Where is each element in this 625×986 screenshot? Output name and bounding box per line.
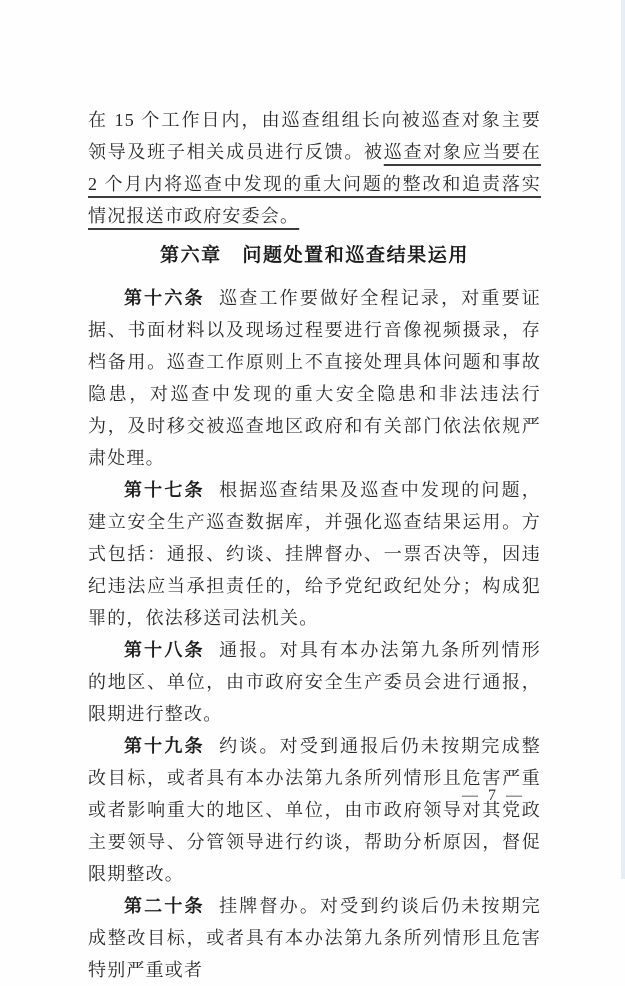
scan-edge-artifact bbox=[621, 0, 625, 879]
article-paragraph-19 bbox=[88, 730, 541, 890]
article-20-number: 第二十条 bbox=[124, 896, 205, 916]
article-paragraph-17 bbox=[88, 474, 541, 634]
article-19-number: 第十九条 bbox=[124, 736, 205, 756]
chapter-heading: 第六章 问题处置和巡查结果运用 bbox=[159, 245, 469, 266]
page-number: — 7 — bbox=[462, 787, 525, 804]
article-paragraph-16 bbox=[88, 282, 541, 474]
article-17-text: 根据巡查结果及巡查中发现的问题，建立安全生产巡查数据库，并强化巡查结果运用。方式包括：通报、约谈、挂牌督办、一票否决等，因违纪违法应当承担责任的，给予党纪政纪处分；构成犯罪的，依法移送司法机关。 bbox=[88, 480, 541, 628]
intro-paragraph bbox=[88, 104, 541, 232]
article-paragraph-20 bbox=[88, 890, 541, 986]
document-text-block bbox=[88, 104, 541, 986]
article-19-text: 约谈。对受到通报后仍未按期完成整改目标，或者具有本办法第九条所列情形且危害严重或者影响重大的地区、单位，由市政府领导对其党政主要领导、分管领导进行约谈，帮助分析原因，督促限期整改。 bbox=[88, 736, 541, 884]
article-16-number: 第十六条 bbox=[124, 288, 205, 308]
intro-text-underlined: 巡查对象应当要在 2 个月内将巡查中发现的重大问题的整改和追责落实情况报送市政府安委会。 bbox=[88, 142, 541, 226]
article-20-text: 挂牌督办。对受到约谈后仍未按期完成整改目标，或者具有本办法第九条所列情形且危害特别严重或者 bbox=[88, 896, 541, 980]
intro-text: 在 15 个工作日内，由巡查组组长向被巡查对象主要领导及班子相关成员进行反馈。被 bbox=[88, 110, 541, 162]
article-paragraph-18 bbox=[88, 634, 541, 730]
article-18-number: 第十八条 bbox=[124, 640, 205, 660]
article-16-text: 巡查工作要做好全程记录，对重要证据、书面材料以及现场过程要进行音像视频摄录，存档备用。巡查工作原则上不直接处理具体问题和事故隐患，对巡查中发现的重大安全隐患和非法违法行为，及时移交被巡查地区政府和有关部门依法依规严肃处理。 bbox=[88, 288, 541, 468]
article-17-number: 第十七条 bbox=[124, 480, 205, 500]
article-18-text: 通报。对具有本办法第九条所列情形的地区、单位，由市政府安全生产委员会进行通报，限期进行整改。 bbox=[88, 640, 541, 724]
